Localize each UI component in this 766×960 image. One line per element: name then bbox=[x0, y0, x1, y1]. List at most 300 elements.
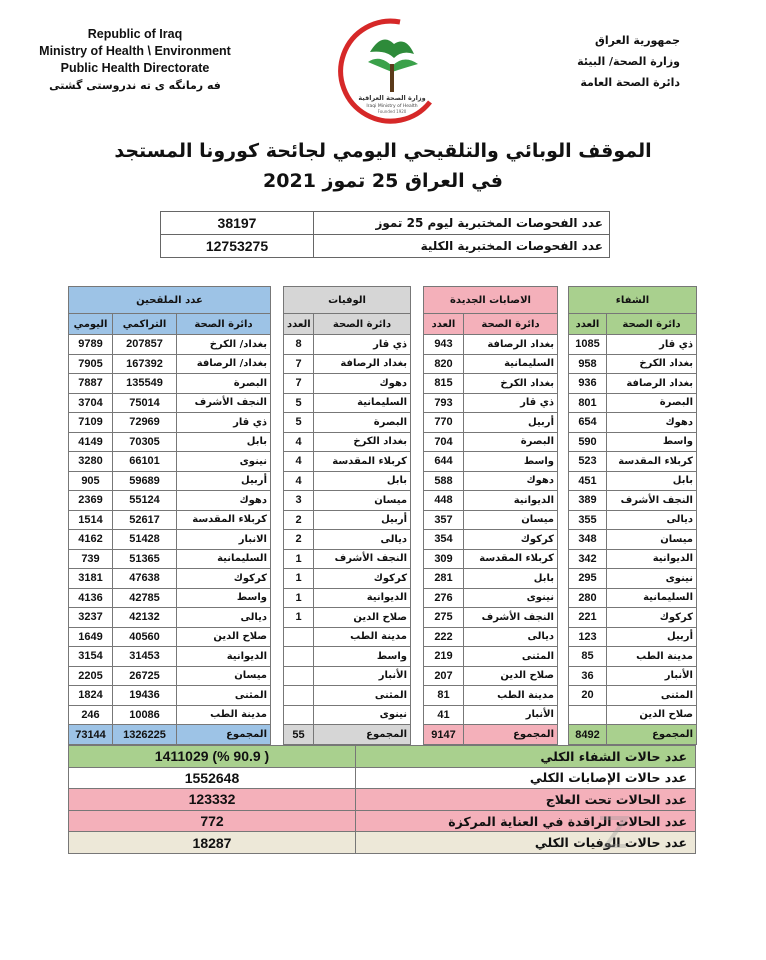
vaccinated-row bbox=[69, 491, 271, 511]
vaccinated-row bbox=[69, 647, 271, 667]
vaccinated-daily: 1514 bbox=[69, 510, 113, 530]
new-cases-directorate: أربيل bbox=[464, 413, 558, 433]
deaths-row bbox=[284, 530, 411, 550]
new-cases-row bbox=[424, 686, 558, 706]
deaths-row bbox=[284, 491, 411, 511]
recovered-row bbox=[569, 569, 697, 589]
daily-tests-value: 38197 bbox=[161, 212, 314, 235]
vaccinated-total-row bbox=[69, 725, 271, 745]
new-cases-row bbox=[424, 666, 558, 686]
deaths-count: 1 bbox=[284, 569, 314, 589]
deaths-row bbox=[284, 510, 411, 530]
vaccinated-cumulative: 70305 bbox=[113, 432, 177, 452]
deaths-count bbox=[284, 666, 314, 686]
deaths-row bbox=[284, 374, 411, 394]
new-cases-directorate: مدينة الطب bbox=[464, 686, 558, 706]
new-cases-total-value: 9147 bbox=[424, 725, 464, 745]
recovered-directorate: ديالى bbox=[607, 510, 697, 530]
vaccinated-directorate: بابل bbox=[177, 432, 271, 452]
vaccinated-daily: 7905 bbox=[69, 354, 113, 374]
new-cases-directorate: واسط bbox=[464, 452, 558, 472]
deaths-total-label: المجموع bbox=[314, 725, 411, 745]
new-cases-directorate: بغداد الرصافة bbox=[464, 335, 558, 355]
deaths-directorate: ذي قار bbox=[314, 335, 411, 355]
recovered-count: 958 bbox=[569, 354, 607, 374]
recovered-row bbox=[569, 666, 697, 686]
deaths-directorate: كركوك bbox=[314, 569, 411, 589]
recovered-directorate: واسط bbox=[607, 432, 697, 452]
new-cases-directorate: ذي قار bbox=[464, 393, 558, 413]
vaccinated-cumulative: 135549 bbox=[113, 374, 177, 394]
vaccinated-daily: 4136 bbox=[69, 588, 113, 608]
recovered-count: 801 bbox=[569, 393, 607, 413]
vaccinated-cumulative: 42132 bbox=[113, 608, 177, 628]
recovered-directorate: نينوى bbox=[607, 569, 697, 589]
vaccinated-directorate: النجف الأشرف bbox=[177, 393, 271, 413]
recovered-directorate: بغداد الكرخ bbox=[607, 354, 697, 374]
new-cases-total-row bbox=[424, 725, 558, 745]
vaccinated-cumulative: 59689 bbox=[113, 471, 177, 491]
tests-row bbox=[161, 235, 610, 258]
vaccinated-row bbox=[69, 335, 271, 355]
deaths-row bbox=[284, 588, 411, 608]
deaths-row bbox=[284, 608, 411, 628]
summary-label: عدد الحالات الراقدة في العناية المركزة bbox=[356, 810, 696, 832]
deaths-row bbox=[284, 549, 411, 569]
deaths-count: 2 bbox=[284, 530, 314, 550]
new-cases-directorate: بغداد الكرخ bbox=[464, 374, 558, 394]
vaccinated-cumulative: 51428 bbox=[113, 530, 177, 550]
deaths-row bbox=[284, 666, 411, 686]
deaths-title: الوفيات bbox=[284, 287, 411, 314]
recovered-directorate: بابل bbox=[607, 471, 697, 491]
recovered-count: 355 bbox=[569, 510, 607, 530]
recovered-count: 36 bbox=[569, 666, 607, 686]
vaccinated-daily: 739 bbox=[69, 549, 113, 569]
new-cases-count: 770 bbox=[424, 413, 464, 433]
deaths-count bbox=[284, 686, 314, 706]
vaccinated-directorate: كربلاء المقدسة bbox=[177, 510, 271, 530]
summary-label: عدد حالات الوفيات الكلي bbox=[356, 832, 696, 854]
new-cases-directorate: ميسان bbox=[464, 510, 558, 530]
new-cases-total-label: المجموع bbox=[464, 725, 558, 745]
new-cases-count: 357 bbox=[424, 510, 464, 530]
recovered-count: 221 bbox=[569, 608, 607, 628]
vaccinated-directorate: ديالى bbox=[177, 608, 271, 628]
vaccinated-directorate: ذي قار bbox=[177, 413, 271, 433]
recovered-count: 590 bbox=[569, 432, 607, 452]
new-cases-row bbox=[424, 491, 558, 511]
recovered-directorate: بغداد الرصافة bbox=[607, 374, 697, 394]
vaccinated-row bbox=[69, 569, 271, 589]
new-cases-count: 644 bbox=[424, 452, 464, 472]
deaths-count: 4 bbox=[284, 471, 314, 491]
vaccinated-cumulative: 75014 bbox=[113, 393, 177, 413]
new-cases-directorate: دهوك bbox=[464, 471, 558, 491]
header-en-line: Republic of Iraq bbox=[87, 27, 183, 41]
deaths-count: 4 bbox=[284, 432, 314, 452]
vaccinated-cumulative: 26725 bbox=[113, 666, 177, 686]
new-cases-row bbox=[424, 705, 558, 725]
vaccinated-row bbox=[69, 530, 271, 550]
recovered-count: 342 bbox=[569, 549, 607, 569]
new-cases-count: 704 bbox=[424, 432, 464, 452]
vaccinated-row bbox=[69, 705, 271, 725]
vaccinated-directorate: كركوك bbox=[177, 569, 271, 589]
new-cases-count: 41 bbox=[424, 705, 464, 725]
new-cases-row bbox=[424, 335, 558, 355]
new-cases-directorate: النجف الأشرف bbox=[464, 608, 558, 628]
header-ar-line: وزارة الصحة/ البيئة bbox=[577, 55, 680, 68]
vaccinated-directorate: الديوانية bbox=[177, 647, 271, 667]
vaccinated-daily: 3154 bbox=[69, 647, 113, 667]
new-cases-row bbox=[424, 393, 558, 413]
deaths-directorate: البصرة bbox=[314, 413, 411, 433]
recovered-count: 389 bbox=[569, 491, 607, 511]
deaths-directorate: النجف الأشرف bbox=[314, 549, 411, 569]
new-cases-header-row bbox=[424, 287, 558, 314]
vaccinated-row bbox=[69, 452, 271, 472]
deaths-directorate: السليمانية bbox=[314, 393, 411, 413]
deaths-count: 8 bbox=[284, 335, 314, 355]
vaccinated-directorate: واسط bbox=[177, 588, 271, 608]
recovered-directorate: السليمانية bbox=[607, 588, 697, 608]
deaths-directorate: كربلاء المقدسة bbox=[314, 452, 411, 472]
tests-table bbox=[160, 211, 610, 258]
deaths-row bbox=[284, 432, 411, 452]
new-cases-directorate: كربلاء المقدسة bbox=[464, 549, 558, 569]
recovered-count: 20 bbox=[569, 686, 607, 706]
vaccinated-row bbox=[69, 627, 271, 647]
recovered-count: 348 bbox=[569, 530, 607, 550]
total-tests-value: 12753275 bbox=[161, 235, 314, 258]
page-title bbox=[0, 136, 766, 196]
recovered-row bbox=[569, 686, 697, 706]
vaccinated-directorate: المثنى bbox=[177, 686, 271, 706]
new-cases-count: 281 bbox=[424, 569, 464, 589]
recovered-table bbox=[568, 286, 697, 745]
vaccinated-row bbox=[69, 608, 271, 628]
deaths-count bbox=[284, 627, 314, 647]
new-cases-row bbox=[424, 471, 558, 491]
vaccinated-subheader-row bbox=[69, 314, 271, 335]
new-cases-row bbox=[424, 452, 558, 472]
vaccinated-table bbox=[68, 286, 271, 745]
watermark-icon bbox=[596, 812, 630, 852]
new-cases-count: 207 bbox=[424, 666, 464, 686]
recovered-row bbox=[569, 705, 697, 725]
recovered-title: الشفاء bbox=[569, 287, 697, 314]
header-arabic bbox=[577, 30, 680, 93]
recovered-row bbox=[569, 354, 697, 374]
summary-row bbox=[69, 767, 696, 789]
recovered-count: 523 bbox=[569, 452, 607, 472]
summary-value: 18287 bbox=[69, 832, 356, 854]
new-cases-directorate: السليمانية bbox=[464, 354, 558, 374]
new-cases-row bbox=[424, 647, 558, 667]
header-ar-line: جمهورية العراق bbox=[595, 34, 680, 47]
deaths-col-name: دائرة الصحة bbox=[314, 314, 411, 335]
vaccinated-cumulative: 42785 bbox=[113, 588, 177, 608]
recovered-row bbox=[569, 491, 697, 511]
vaccinated-row bbox=[69, 666, 271, 686]
recovered-directorate: أربيل bbox=[607, 627, 697, 647]
summary-row bbox=[69, 789, 696, 811]
vaccinated-directorate: البصرة bbox=[177, 374, 271, 394]
new-cases-directorate: نينوى bbox=[464, 588, 558, 608]
header-kurdish-line: فه رمانگه ی ته ندروستی گشتی bbox=[49, 79, 221, 92]
recovered-directorate: ميسان bbox=[607, 530, 697, 550]
summary-label: عدد حالات الشفاء الكلي bbox=[356, 746, 696, 768]
total-tests-label: عدد الفحوصات المختبرية الكلية bbox=[314, 235, 610, 258]
summary-value: 1552648 bbox=[69, 767, 356, 789]
daily-tests-label: عدد الفحوصات المختبرية ليوم 25 تموز bbox=[314, 212, 610, 235]
vaccinated-directorate: السليمانية bbox=[177, 549, 271, 569]
deaths-count: 7 bbox=[284, 354, 314, 374]
deaths-row bbox=[284, 354, 411, 374]
new-cases-title: الاصابات الجديدة bbox=[424, 287, 558, 314]
ministry-logo bbox=[330, 14, 448, 124]
deaths-row bbox=[284, 413, 411, 433]
vaccinated-directorate: بغداد/ الرصافة bbox=[177, 354, 271, 374]
new-cases-row bbox=[424, 374, 558, 394]
recovered-row bbox=[569, 393, 697, 413]
vaccinated-cumulative: 51365 bbox=[113, 549, 177, 569]
recovered-count bbox=[569, 705, 607, 725]
new-cases-subheader-row bbox=[424, 314, 558, 335]
summary-value: 123332 bbox=[69, 789, 356, 811]
summary-label: عدد حالات الإصابات الكلي bbox=[356, 767, 696, 789]
deaths-count: 1 bbox=[284, 608, 314, 628]
vaccinated-directorate: صلاح الدين bbox=[177, 627, 271, 647]
recovered-directorate: صلاح الدين bbox=[607, 705, 697, 725]
new-cases-count: 222 bbox=[424, 627, 464, 647]
new-cases-count: 81 bbox=[424, 686, 464, 706]
deaths-directorate: صلاح الدين bbox=[314, 608, 411, 628]
vaccinated-row bbox=[69, 432, 271, 452]
recovered-row bbox=[569, 432, 697, 452]
new-cases-count: 219 bbox=[424, 647, 464, 667]
header-english bbox=[30, 26, 240, 94]
new-cases-row bbox=[424, 432, 558, 452]
deaths-count: 1 bbox=[284, 588, 314, 608]
vaccinated-daily: 3280 bbox=[69, 452, 113, 472]
recovered-count: 936 bbox=[569, 374, 607, 394]
deaths-header-row bbox=[284, 287, 411, 314]
summary-value: 772 bbox=[69, 810, 356, 832]
new-cases-row bbox=[424, 549, 558, 569]
deaths-count: 3 bbox=[284, 491, 314, 511]
new-cases-count: 448 bbox=[424, 491, 464, 511]
new-cases-count: 943 bbox=[424, 335, 464, 355]
recovered-row bbox=[569, 510, 697, 530]
new-cases-directorate: بابل bbox=[464, 569, 558, 589]
deaths-total-row bbox=[284, 725, 411, 745]
recovered-directorate: البصرة bbox=[607, 393, 697, 413]
recovered-row bbox=[569, 335, 697, 355]
deaths-directorate: واسط bbox=[314, 647, 411, 667]
recovered-directorate: كركوك bbox=[607, 608, 697, 628]
logo-founded: Founded 1920 bbox=[377, 109, 407, 114]
new-cases-col-name: دائرة الصحة bbox=[464, 314, 558, 335]
new-cases-directorate: صلاح الدين bbox=[464, 666, 558, 686]
recovered-directorate: كربلاء المقدسة bbox=[607, 452, 697, 472]
deaths-directorate: دهوك bbox=[314, 374, 411, 394]
deaths-row bbox=[284, 471, 411, 491]
recovered-subheader-row bbox=[569, 314, 697, 335]
vaccinated-row bbox=[69, 549, 271, 569]
header-en-line: Public Health Directorate bbox=[60, 61, 210, 75]
new-cases-count: 354 bbox=[424, 530, 464, 550]
recovered-row bbox=[569, 608, 697, 628]
vaccinated-daily: 3181 bbox=[69, 569, 113, 589]
deaths-row bbox=[284, 705, 411, 725]
deaths-row bbox=[284, 452, 411, 472]
deaths-count: 5 bbox=[284, 393, 314, 413]
vaccinated-cumulative: 72969 bbox=[113, 413, 177, 433]
recovered-row bbox=[569, 413, 697, 433]
new-cases-count: 815 bbox=[424, 374, 464, 394]
new-cases-count: 588 bbox=[424, 471, 464, 491]
vaccinated-directorate: مدينة الطب bbox=[177, 705, 271, 725]
new-cases-col-count: العدد bbox=[424, 314, 464, 335]
vaccinated-col-daily: اليومي bbox=[69, 314, 113, 335]
recovered-count: 1085 bbox=[569, 335, 607, 355]
summary-label: عدد الحالات تحت العلاج bbox=[356, 789, 696, 811]
deaths-directorate: نينوى bbox=[314, 705, 411, 725]
title-line-1: الموقف الوبائي والتلقيحي اليومي لجائحة كورونا المستجد bbox=[114, 140, 652, 162]
new-cases-count: 820 bbox=[424, 354, 464, 374]
vaccinated-daily: 7109 bbox=[69, 413, 113, 433]
summary-row bbox=[69, 746, 696, 768]
recovered-row bbox=[569, 471, 697, 491]
summary-value: 1411029 (% 90.9 ) bbox=[69, 746, 356, 768]
recovered-row bbox=[569, 452, 697, 472]
new-cases-directorate: البصرة bbox=[464, 432, 558, 452]
vaccinated-total-daily: 73144 bbox=[69, 725, 113, 745]
vaccinated-cumulative: 66101 bbox=[113, 452, 177, 472]
vaccinated-title: عدد الملقحين bbox=[69, 287, 271, 314]
recovered-total-label: المجموع bbox=[607, 725, 697, 745]
new-cases-row bbox=[424, 510, 558, 530]
deaths-directorate: ميسان bbox=[314, 491, 411, 511]
vaccinated-directorate: أربيل bbox=[177, 471, 271, 491]
vaccinated-cumulative: 207857 bbox=[113, 335, 177, 355]
recovered-row bbox=[569, 549, 697, 569]
deaths-directorate: ديالى bbox=[314, 530, 411, 550]
vaccinated-total-label: المجموع bbox=[177, 725, 271, 745]
vaccinated-directorate: نينوى bbox=[177, 452, 271, 472]
deaths-directorate: الديوانية bbox=[314, 588, 411, 608]
new-cases-count: 793 bbox=[424, 393, 464, 413]
new-cases-row bbox=[424, 608, 558, 628]
vaccinated-row bbox=[69, 354, 271, 374]
deaths-row bbox=[284, 686, 411, 706]
vaccinated-total-cumulative: 1326225 bbox=[113, 725, 177, 745]
deaths-count: 7 bbox=[284, 374, 314, 394]
vaccinated-daily: 246 bbox=[69, 705, 113, 725]
vaccinated-daily: 9789 bbox=[69, 335, 113, 355]
vaccinated-directorate: دهوك bbox=[177, 491, 271, 511]
vaccinated-row bbox=[69, 588, 271, 608]
new-cases-directorate: كركوك bbox=[464, 530, 558, 550]
recovered-col-name: دائرة الصحة bbox=[607, 314, 697, 335]
deaths-count bbox=[284, 647, 314, 667]
new-cases-count: 276 bbox=[424, 588, 464, 608]
deaths-count bbox=[284, 705, 314, 725]
deaths-row bbox=[284, 393, 411, 413]
header-en-line: Ministry of Health \ Environment bbox=[39, 44, 231, 58]
recovered-count: 123 bbox=[569, 627, 607, 647]
new-cases-row bbox=[424, 588, 558, 608]
new-cases-row bbox=[424, 627, 558, 647]
vaccinated-row bbox=[69, 393, 271, 413]
deaths-row bbox=[284, 647, 411, 667]
new-cases-row bbox=[424, 530, 558, 550]
recovered-directorate: الأنبار bbox=[607, 666, 697, 686]
recovered-directorate: دهوك bbox=[607, 413, 697, 433]
vaccinated-daily: 4149 bbox=[69, 432, 113, 452]
deaths-count: 5 bbox=[284, 413, 314, 433]
vaccinated-cumulative: 52617 bbox=[113, 510, 177, 530]
deaths-count: 1 bbox=[284, 549, 314, 569]
deaths-total-value: 55 bbox=[284, 725, 314, 745]
vaccinated-col-name: دائرة الصحة bbox=[177, 314, 271, 335]
new-cases-directorate: الأنبار bbox=[464, 705, 558, 725]
vaccinated-row bbox=[69, 374, 271, 394]
recovered-row bbox=[569, 647, 697, 667]
deaths-directorate: بغداد الكرخ bbox=[314, 432, 411, 452]
recovered-directorate: المثنى bbox=[607, 686, 697, 706]
vaccinated-cumulative: 47638 bbox=[113, 569, 177, 589]
vaccinated-directorate: الانبار bbox=[177, 530, 271, 550]
deaths-directorate: مدينة الطب bbox=[314, 627, 411, 647]
vaccinated-col-cumulative: التراكمي bbox=[113, 314, 177, 335]
new-cases-count: 275 bbox=[424, 608, 464, 628]
deaths-directorate: المثنى bbox=[314, 686, 411, 706]
new-cases-directorate: الديوانية bbox=[464, 491, 558, 511]
deaths-row bbox=[284, 335, 411, 355]
recovered-count: 654 bbox=[569, 413, 607, 433]
new-cases-row bbox=[424, 569, 558, 589]
header-ar-line: دائرة الصحة العامة bbox=[580, 76, 680, 89]
vaccinated-cumulative: 19436 bbox=[113, 686, 177, 706]
vaccinated-cumulative: 167392 bbox=[113, 354, 177, 374]
vaccinated-header-row bbox=[69, 287, 271, 314]
vaccinated-daily: 3237 bbox=[69, 608, 113, 628]
deaths-directorate: بابل bbox=[314, 471, 411, 491]
recovered-total-value: 8492 bbox=[569, 725, 607, 745]
deaths-directorate: بغداد الرصافة bbox=[314, 354, 411, 374]
deaths-row bbox=[284, 569, 411, 589]
recovered-count: 295 bbox=[569, 569, 607, 589]
vaccinated-cumulative: 40560 bbox=[113, 627, 177, 647]
vaccinated-daily: 1824 bbox=[69, 686, 113, 706]
recovered-row bbox=[569, 374, 697, 394]
new-cases-directorate: ديالى bbox=[464, 627, 558, 647]
recovered-col-count: العدد bbox=[569, 314, 607, 335]
recovered-total-row bbox=[569, 725, 697, 745]
vaccinated-daily: 3704 bbox=[69, 393, 113, 413]
new-cases-count: 309 bbox=[424, 549, 464, 569]
vaccinated-daily: 2369 bbox=[69, 491, 113, 511]
vaccinated-directorate: بغداد/ الكرخ bbox=[177, 335, 271, 355]
new-cases-directorate: المثنى bbox=[464, 647, 558, 667]
recovered-row bbox=[569, 627, 697, 647]
vaccinated-daily: 4162 bbox=[69, 530, 113, 550]
vaccinated-row bbox=[69, 413, 271, 433]
new-cases-row bbox=[424, 413, 558, 433]
